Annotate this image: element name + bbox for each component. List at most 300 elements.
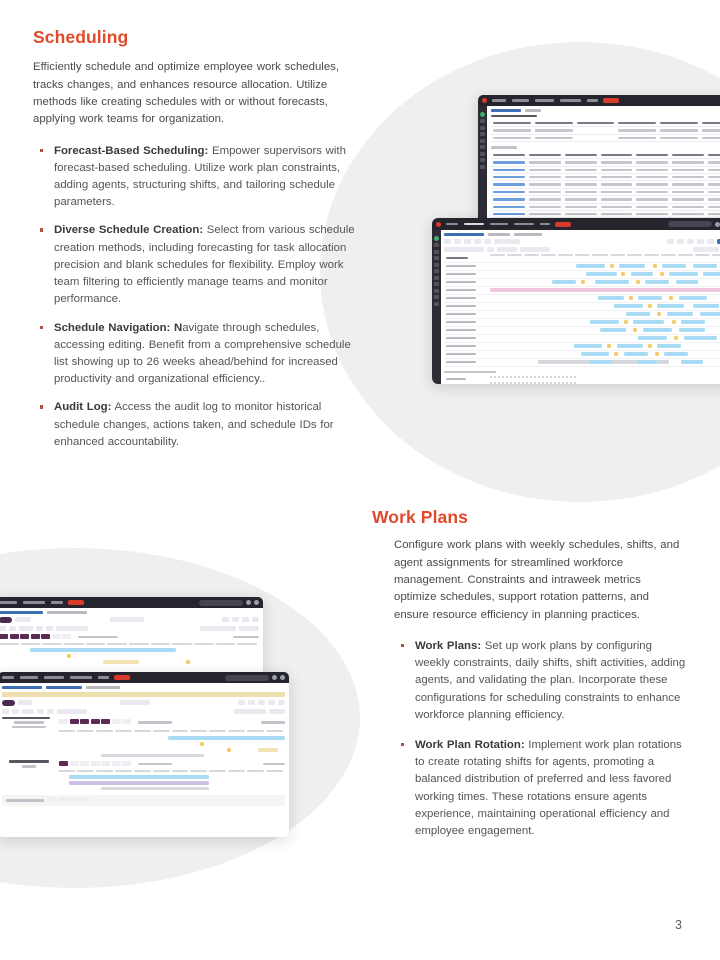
list-item <box>33 143 357 212</box>
agent-chip[interactable] <box>47 797 56 802</box>
table-cell <box>533 134 575 141</box>
shift-bar <box>676 280 698 284</box>
page-title-scheduling: Scheduling <box>33 27 129 47</box>
gantt-scroll-row[interactable] <box>444 359 720 367</box>
day-tab[interactable] <box>122 761 131 766</box>
rail-item-icon <box>434 282 439 286</box>
toolbar-button[interactable] <box>252 617 259 622</box>
activity-chip <box>624 320 628 324</box>
back-button[interactable] <box>0 617 12 623</box>
day-tab[interactable] <box>101 761 110 766</box>
shift-bar <box>693 304 719 308</box>
group-label <box>2 717 56 729</box>
toolbar-select[interactable] <box>494 239 520 244</box>
day-tab[interactable] <box>80 719 89 724</box>
work-plans-bullet-list <box>394 638 690 840</box>
breadcrumb-current <box>488 233 510 236</box>
filter-select[interactable] <box>693 247 719 252</box>
activity-chip <box>636 280 640 284</box>
screenshot-breadcrumb <box>2 686 285 689</box>
activity-chip <box>672 320 676 324</box>
gantt-horizontal-scrollbar[interactable] <box>60 752 285 757</box>
metrics-row-label <box>444 378 490 380</box>
screenshot-menubar <box>446 223 550 226</box>
gantt-row <box>444 351 720 359</box>
gantt-header-row <box>444 255 720 263</box>
page-title-work-plans: Work Plans <box>372 507 468 527</box>
gantt-row-label <box>444 321 490 323</box>
shift-bar <box>693 264 717 268</box>
screenshot-topbar <box>0 597 263 608</box>
day-tab[interactable] <box>41 634 50 639</box>
rail-item-icon <box>434 302 439 306</box>
shift-bar <box>645 280 669 284</box>
shift-bar <box>669 272 698 276</box>
agent-chip[interactable] <box>58 797 67 802</box>
filter-button[interactable] <box>47 709 54 714</box>
shift-bar <box>684 336 717 340</box>
table-cell <box>491 127 533 134</box>
breadcrumb-current <box>525 109 541 112</box>
day-tab-strip <box>0 634 259 641</box>
rail-item-icon <box>434 269 439 273</box>
screenshot-breadcrumb <box>491 109 720 112</box>
day-tab[interactable] <box>31 634 40 639</box>
title-label <box>15 617 31 622</box>
filter-button[interactable] <box>22 709 34 714</box>
day-tab[interactable] <box>10 634 19 639</box>
toolbar-button[interactable] <box>258 700 265 705</box>
timeline-ticks <box>0 643 259 645</box>
gantt-row-highlighted <box>444 287 720 295</box>
rail-item-icon <box>480 139 485 143</box>
toolbar-button[interactable] <box>667 239 674 244</box>
shift-bar <box>638 360 657 364</box>
gantt-scroll-row[interactable] <box>2 786 285 791</box>
metrics-dot-grid <box>444 376 720 384</box>
shift-bar <box>30 648 176 652</box>
screenshot-toolbar <box>444 239 720 244</box>
gantt-row-track <box>490 327 720 334</box>
table-cell <box>616 134 658 141</box>
shift-bar <box>638 336 667 340</box>
gantt-timeline-header <box>490 254 720 261</box>
agent-chip[interactable] <box>79 797 84 802</box>
day-tab[interactable] <box>59 761 68 766</box>
scheduling-section <box>33 28 357 462</box>
screenshot-topbar <box>478 95 720 106</box>
toolbar-button[interactable] <box>484 239 491 244</box>
table-header-cell <box>599 152 635 159</box>
list-item-text: Select from various schedule creation methods, including forecasting for task allocation precision and blank schedules for flexibility. Employ work team filtering to efficiently manage teams and monitor performance. <box>54 224 355 306</box>
toolbar-button[interactable] <box>222 617 229 622</box>
rail-item-icon <box>434 295 439 299</box>
app-logo-icon <box>436 222 441 227</box>
gantt-row-label <box>444 329 490 331</box>
toolbar-button[interactable] <box>454 239 461 244</box>
shift-bar <box>638 296 662 300</box>
screenshot-filterbar <box>0 626 259 631</box>
screenshot-summary-table <box>491 120 720 142</box>
table-header-cell <box>563 152 599 159</box>
day-tab[interactable] <box>112 719 121 724</box>
breadcrumb-link <box>2 686 42 689</box>
shift-bar <box>626 312 650 316</box>
shift-info-label <box>138 763 172 766</box>
table-cell <box>575 127 617 134</box>
activity-chip <box>186 660 190 664</box>
day-tabs[interactable] <box>59 719 131 724</box>
activity-chip <box>581 280 585 284</box>
agent-assignment-bar <box>2 795 285 806</box>
rail-item-icon <box>434 289 439 293</box>
rotation-select[interactable] <box>120 700 150 705</box>
app-logo-icon <box>482 98 487 103</box>
filter-select[interactable] <box>497 247 517 252</box>
gantt-row-track <box>490 311 720 318</box>
day-tab[interactable] <box>70 761 79 766</box>
toolbar-button[interactable] <box>687 239 694 244</box>
table-row <box>491 181 720 188</box>
filter-select[interactable] <box>57 709 87 714</box>
metrics-cells <box>490 380 720 384</box>
primary-action-pill <box>68 600 84 605</box>
table-header-cell <box>706 152 720 159</box>
day-tab-strip <box>2 717 285 729</box>
shift-bar <box>598 296 624 300</box>
shift-bar <box>69 775 209 779</box>
gantt-row <box>444 343 720 351</box>
filter-select[interactable] <box>444 247 484 252</box>
toolbar-button[interactable] <box>232 617 239 622</box>
gantt-row-track <box>490 303 720 310</box>
shift-bar <box>590 360 612 364</box>
day-tab[interactable] <box>70 719 79 724</box>
rail-item-icon <box>480 158 485 162</box>
work-plans-intro: Configure work plans with weekly schedules, shifts, and agent assignments for streamlined workforce management. Constraints and intraweek metrics optimize schedules, support rotation patterns, and ensure resource efficiency in planning practices. <box>394 539 680 621</box>
gantt-row-label <box>444 281 490 283</box>
shift-bar <box>700 312 720 316</box>
screenshot-filterbar <box>444 247 720 252</box>
filter-button[interactable] <box>12 709 19 714</box>
gantt-row-label <box>444 257 490 259</box>
agents-label <box>6 799 44 802</box>
shift-bar <box>574 344 603 348</box>
shift-bar <box>614 304 643 308</box>
table-header-cell <box>533 120 575 127</box>
scheduling-intro: Efficiently schedule and optimize employee work schedules, tracks changes, and enhances resource allocation. Utilize methods like creating schedules with or without forecasts, applying work teams for organization. <box>33 61 340 126</box>
gantt-horizontal-scrollbar[interactable] <box>490 359 720 366</box>
search-input[interactable] <box>225 675 269 681</box>
screenshot-menubar <box>0 601 63 604</box>
schedule-gantt-screenshot <box>432 218 720 384</box>
panel-heading <box>491 115 537 118</box>
breadcrumb-date <box>514 233 542 236</box>
table-cell <box>533 127 575 134</box>
activity-chip <box>67 654 71 658</box>
gantt-horizontal-scrollbar[interactable] <box>60 786 285 791</box>
toolbar-button[interactable] <box>464 239 471 244</box>
shift-bar <box>657 344 681 348</box>
scrollbar-thumb[interactable] <box>101 787 209 790</box>
screenshot-breadcrumb <box>0 611 259 614</box>
shift-bar <box>581 352 610 356</box>
toolbar-button[interactable] <box>707 239 714 244</box>
toolbar-button[interactable] <box>697 239 704 244</box>
list-item-text: Set up work plans by configuring weekly constraints, daily shifts, shift activities, adding agents, and validating the plan. Incorporate these configurations for scheduling constraints to enhance workforce planning efficiency. <box>415 639 686 721</box>
shift-bar <box>168 736 285 740</box>
table-cell <box>700 127 720 134</box>
shift-bar <box>600 328 626 332</box>
day-tab[interactable] <box>112 761 121 766</box>
rail-item-icon <box>480 126 485 130</box>
screenshot-topbar-right <box>199 600 259 606</box>
day-tabs[interactable] <box>0 634 71 639</box>
gantt-row-track <box>490 343 720 350</box>
list-item-lead: Diverse Schedule Creation: <box>54 224 204 237</box>
breadcrumb-current <box>47 611 87 614</box>
scrollbar-thumb[interactable] <box>101 754 205 757</box>
metrics-row <box>444 382 720 384</box>
gantt-row-track <box>490 287 720 294</box>
table-header-cell <box>634 152 670 159</box>
table-header-cell <box>700 120 720 127</box>
screenshot-toolbar <box>2 700 285 706</box>
gantt-row-label <box>444 297 490 299</box>
list-item-lead: Audit Log: <box>54 401 112 414</box>
rail-item-icon <box>480 165 485 169</box>
gantt-row <box>444 327 720 335</box>
table-header-cell <box>527 152 563 159</box>
day-tab[interactable] <box>59 719 68 724</box>
toolbar-button[interactable] <box>474 239 481 244</box>
shift-bar <box>657 304 683 308</box>
plan-select[interactable] <box>110 617 144 622</box>
gantt-row-track <box>490 279 720 286</box>
day-tab[interactable] <box>101 719 110 724</box>
filter-button[interactable] <box>36 626 43 631</box>
filter-select[interactable] <box>56 626 88 631</box>
edit-link[interactable] <box>261 721 285 724</box>
breadcrumb-link <box>491 109 521 112</box>
table-header-row <box>491 152 720 159</box>
toolbar-button[interactable] <box>268 700 275 705</box>
search-input[interactable] <box>668 221 712 227</box>
activity-chip <box>633 328 637 332</box>
avatar[interactable] <box>246 600 251 605</box>
gantt-row-label <box>444 265 490 267</box>
breadcrumb-link <box>0 611 43 614</box>
screenshot-topbar <box>432 218 720 230</box>
agent-chips <box>47 797 90 802</box>
gantt-row-label <box>444 313 490 315</box>
shift-bar <box>576 264 605 268</box>
filter-button[interactable] <box>2 709 9 714</box>
day-tab[interactable] <box>52 634 61 639</box>
activity-chip <box>669 296 673 300</box>
toolbar-button[interactable] <box>248 700 255 705</box>
screenshot-content <box>441 230 720 384</box>
gantt-row <box>444 295 720 303</box>
list-item <box>33 399 357 451</box>
shift-bar <box>664 352 688 356</box>
shift-bar <box>619 264 645 268</box>
rail-item-icon <box>434 256 439 260</box>
rail-item-icon <box>480 119 485 123</box>
day-tab[interactable] <box>0 634 8 639</box>
user-menu-icon[interactable] <box>280 675 285 680</box>
list-item-text: Access the audit log to monitor historical schedule changes, actions taken, and schedule IDs for enhanced accountability. <box>54 401 334 448</box>
activity-chip <box>660 272 664 276</box>
toolbar-button[interactable] <box>238 700 245 705</box>
table-cell <box>658 127 700 134</box>
work-plans-section <box>372 508 690 853</box>
rail-item-icon <box>480 132 485 136</box>
gantt-row <box>444 263 720 271</box>
timeline-ticks <box>58 730 285 732</box>
activity-chip <box>648 344 652 348</box>
table-header-cell <box>670 152 706 159</box>
avatar[interactable] <box>715 222 720 227</box>
constraint-label <box>200 626 236 631</box>
gantt-row-track <box>490 263 720 270</box>
activity-chip <box>614 352 618 356</box>
back-button[interactable] <box>2 700 15 706</box>
table-row <box>491 174 720 181</box>
search-input[interactable] <box>199 600 243 606</box>
filter-button[interactable] <box>19 626 33 631</box>
highlight-band <box>490 288 720 292</box>
day-tab[interactable] <box>80 761 89 766</box>
shift-bar <box>681 320 705 324</box>
gantt-row-label <box>444 345 490 347</box>
agent-chip[interactable] <box>68 797 77 802</box>
activity-chip <box>653 264 657 268</box>
list-item-text: avigate through schedules, accessing editing. Benefit from a comprehensive schedule list showing up to 26 weeks ahead/behind for increased productivity and organizational efficiency.. <box>54 321 351 386</box>
rail-item-active-icon <box>480 112 485 117</box>
table-row <box>491 134 720 141</box>
list-item-lead: Work Plan Rotation: <box>415 738 525 751</box>
toolbar-button[interactable] <box>278 700 285 705</box>
scheduling-bullet-list <box>33 143 357 452</box>
notice-banner <box>2 692 285 697</box>
screenshot-filterbar <box>2 709 285 714</box>
gantt-row <box>444 271 720 279</box>
list-item-text: Implement work plan rotations to create rotating shifts for agents, promoting a balanced distribution of preferred and less favored working times. These rotations ensure agents experience, maintaining operational efficiency and employee engagement. <box>415 738 682 838</box>
filter-button[interactable] <box>46 626 53 631</box>
screenshot-topbar <box>0 672 289 683</box>
day-tab[interactable] <box>91 719 100 724</box>
shift-bar <box>595 280 628 284</box>
table-header-cell <box>491 120 533 127</box>
gantt-row-label <box>444 337 490 339</box>
activity-chip <box>607 344 611 348</box>
breadcrumb-current <box>86 686 120 689</box>
list-item <box>394 737 690 840</box>
edit-link[interactable] <box>233 636 259 639</box>
shift-bar <box>590 320 619 324</box>
avatar[interactable] <box>272 675 277 680</box>
rotation-bar <box>69 781 209 785</box>
table-header-row <box>491 120 720 127</box>
activity-chip <box>657 312 661 316</box>
shift-bar <box>624 352 648 356</box>
gantt-row <box>444 319 720 327</box>
table-cell <box>616 127 658 134</box>
rail-item-icon <box>434 276 439 280</box>
day-tab[interactable] <box>20 634 29 639</box>
table-row <box>491 166 720 173</box>
shift-bar <box>667 312 693 316</box>
shift-bar <box>681 360 703 364</box>
shift-bar <box>586 272 617 276</box>
primary-action-pill <box>114 675 130 680</box>
filter-button[interactable] <box>37 709 44 714</box>
gantt-row <box>0 659 259 665</box>
screenshot-breadcrumb <box>444 233 720 236</box>
gantt-row-track <box>490 295 720 302</box>
day-tab[interactable] <box>62 634 71 639</box>
screenshot-topbar-right <box>668 221 720 227</box>
activity-bar <box>258 748 278 752</box>
metrics-panel-label <box>444 371 496 374</box>
table-header-cell <box>658 120 700 127</box>
toolbar-button[interactable] <box>242 617 249 622</box>
user-menu-icon[interactable] <box>254 600 259 605</box>
shift-bar <box>703 272 720 276</box>
shift-info-label <box>138 721 172 724</box>
filter-select[interactable] <box>520 247 550 252</box>
gantt-row-label <box>444 353 490 355</box>
screenshot-sidebar-rail <box>432 230 441 384</box>
activity-chip <box>674 336 678 340</box>
table-row <box>491 127 720 134</box>
day-tab-strip <box>2 760 285 767</box>
breadcrumb-link <box>46 686 82 689</box>
gantt-row-track <box>490 351 720 358</box>
toolbar-button[interactable] <box>677 239 684 244</box>
shift-bar <box>617 344 643 348</box>
day-tab[interactable] <box>91 761 100 766</box>
toolbar-button[interactable] <box>444 239 451 244</box>
table-row <box>491 196 720 203</box>
filter-button[interactable] <box>9 626 16 631</box>
shift-bar <box>679 328 705 332</box>
day-tabs[interactable] <box>59 761 131 766</box>
table-header-cell <box>575 120 617 127</box>
edit-link[interactable] <box>263 763 285 766</box>
list-item-lead: Forecast-Based Scheduling: <box>54 144 209 157</box>
activity-chip <box>621 272 625 276</box>
filter-button[interactable] <box>0 626 6 631</box>
day-tab[interactable] <box>122 719 131 724</box>
table-row <box>491 159 720 166</box>
breadcrumb-link <box>444 233 484 236</box>
activity-chip <box>648 304 652 308</box>
filter-button[interactable] <box>487 247 494 252</box>
shift-bar <box>631 272 653 276</box>
rail-item-active-icon <box>434 236 439 241</box>
shift-info-label <box>78 636 118 639</box>
table-header-cell <box>491 152 527 159</box>
agent-chip[interactable] <box>85 797 90 802</box>
timeline-ticks <box>58 770 285 772</box>
gantt-row <box>444 279 720 287</box>
gantt-chart <box>444 255 720 367</box>
gantt-row <box>444 303 720 311</box>
gantt-scroll-row[interactable] <box>2 752 285 757</box>
screenshot-toolbar <box>0 617 259 623</box>
